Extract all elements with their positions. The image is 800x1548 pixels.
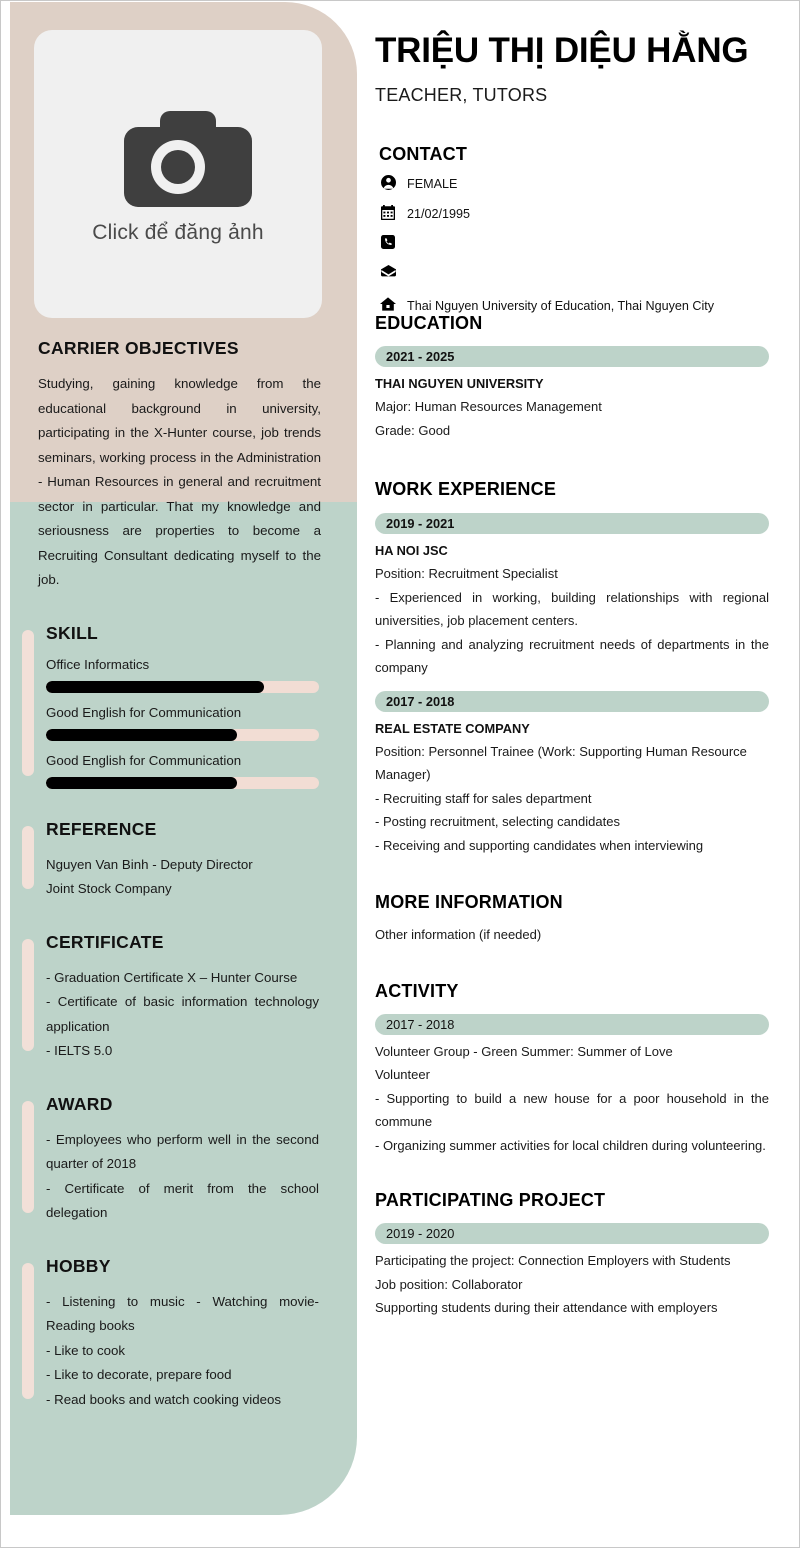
photo-upload-label: Click để đăng ảnh	[92, 221, 264, 244]
skill-item	[46, 705, 319, 741]
envelope-icon	[375, 264, 401, 277]
more-information-body: Other information (if needed)	[375, 927, 542, 942]
photo-upload-box[interactable]	[34, 30, 322, 318]
project-entry	[375, 1223, 769, 1320]
project-date-badge: 2019 - 2020	[375, 1223, 769, 1244]
education-line: Grade: Good	[375, 422, 451, 438]
skill-title: SKILL	[46, 622, 99, 643]
contact-title: CONTACT	[379, 144, 468, 164]
section-skill	[2, 623, 357, 789]
reference-line: Nguyen Van Binh - Deputy Director	[46, 856, 253, 872]
participating-project-title: PARTICIPATING PROJECT	[375, 1190, 606, 1210]
contact-value-birthday: 21/02/1995	[407, 207, 471, 221]
certificate-line: - Graduation Certificate X – Hunter Course	[46, 969, 298, 985]
section-award	[2, 1094, 357, 1226]
hobby-line: - Read books and watch cooking videos	[46, 1391, 282, 1407]
work-line: - Experienced in working, building relationships with regional universities, job placement centers.	[375, 589, 769, 628]
contact-value-phone	[401, 234, 407, 236]
project-line: Participating the project: Connection Employers with Students	[375, 1253, 731, 1268]
skill-item	[46, 657, 319, 693]
skill-label: Good English for Communication	[46, 752, 242, 768]
contact-value-address: Thai Nguyen University of Education, Thai Nguyen City	[407, 299, 715, 313]
phone-icon	[375, 234, 401, 249]
work-date-badge: 2019 - 2021	[375, 513, 769, 534]
reference-line: Joint Stock Company	[46, 881, 172, 896]
skill-progress-track	[46, 777, 319, 789]
left-sidebar	[2, 2, 357, 1515]
section-reference	[2, 819, 357, 902]
skill-label: Office Informatics	[46, 656, 150, 672]
activity-date-badge: 2017 - 2018	[375, 1014, 769, 1035]
hobby-line: - Like to decorate, prepare food	[46, 1367, 232, 1382]
contact-value-email	[401, 264, 407, 266]
contact-row-phone	[375, 234, 769, 255]
work-entry	[375, 691, 769, 858]
skill-label: Good English for Communication	[46, 704, 242, 720]
carrier-objectives-title: CARRIER OBJECTIVES	[38, 338, 239, 358]
project-line: Supporting students during their attendance with employers	[375, 1300, 718, 1315]
award-title: AWARD	[46, 1093, 113, 1114]
hobby-title: HOBBY	[46, 1255, 111, 1276]
skill-item	[46, 753, 319, 789]
activity-entry	[375, 1014, 769, 1158]
section-certificate	[2, 932, 357, 1064]
certificate-line: - IELTS 5.0	[46, 1043, 113, 1058]
education-title: EDUCATION	[375, 313, 483, 333]
certificate-line: - Certificate of basic information technology application	[46, 994, 319, 1034]
work-line: - Posting recruitment, selecting candidates	[375, 814, 620, 829]
right-main-column	[375, 2, 769, 1320]
education-entry	[375, 346, 769, 442]
job-title: TEACHER, TUTORS	[375, 85, 548, 105]
more-information-title: MORE INFORMATION	[375, 892, 563, 912]
education-date-badge: 2021 - 2025	[375, 346, 769, 367]
contact-row-gender	[375, 174, 769, 195]
home-icon	[375, 296, 401, 311]
contact-row-email	[375, 264, 769, 285]
contact-row-birthday	[375, 204, 769, 225]
work-line: - Recruiting staff for sales department	[375, 790, 592, 806]
skill-progress-fill	[46, 681, 264, 693]
skill-progress-track	[46, 681, 319, 693]
work-experience-title: WORK EXPERIENCE	[375, 479, 557, 499]
work-line: - Planning and analyzing recruitment needs of departments in the company	[375, 636, 769, 675]
activity-title: ACTIVITY	[375, 980, 459, 1001]
person-icon	[375, 174, 401, 190]
work-line: Position: Recruitment Specialist	[375, 566, 558, 581]
activity-line: Volunteer	[375, 1067, 430, 1082]
work-organization: HA NOI JSC	[375, 543, 448, 558]
award-line: - Certificate of merit from the school delegation	[46, 1180, 319, 1220]
page-title: TRIỆU THỊ DIỆU HẰNG	[375, 31, 749, 70]
activity-line: - Supporting to build a new house for a poor household in the commune	[375, 1090, 769, 1129]
certificate-title: CERTIFICATE	[46, 931, 164, 952]
work-line: Position: Personnel Trainee (Work: Supporting Human Resource Manager)	[375, 743, 747, 782]
hobby-line: - Like to cook	[46, 1342, 126, 1358]
section-hobby	[2, 1256, 357, 1413]
project-line: Job position: Collaborator	[375, 1276, 523, 1292]
skill-progress-fill	[46, 777, 237, 789]
contact-value-gender: FEMALE	[407, 177, 458, 191]
camera-icon	[103, 103, 253, 207]
hobby-line: - Listening to music - Watching movie- Reading books	[46, 1293, 319, 1333]
work-date-badge: 2017 - 2018	[375, 691, 769, 712]
education-organization: THAI NGUYEN UNIVERSITY	[375, 376, 544, 391]
skill-progress-fill	[46, 729, 237, 741]
work-line: - Receiving and supporting candidates when interviewing	[375, 837, 704, 853]
activity-line: Volunteer Group - Green Summer: Summer of Love	[375, 1043, 673, 1059]
award-line: - Employees who perform well in the second quarter of 2018	[46, 1131, 319, 1171]
work-entry	[375, 513, 769, 680]
left-content	[2, 338, 357, 1412]
calendar-icon	[375, 204, 401, 220]
skill-progress-track	[46, 729, 319, 741]
section-carrier-objectives	[2, 338, 357, 593]
activity-line: - Organizing summer activities for local children during volunteering.	[375, 1137, 766, 1153]
work-organization: REAL ESTATE COMPANY	[375, 720, 530, 736]
carrier-objectives-body: Studying, gaining knowledge from the educational background in university, participating in the X-Hunter course, job trends seminars, working process in the Administration - Human Resources in general and recruitment sector in particular. That my knowledge and seriousness are properties to become a Recruiting Consultant dedicating myself to the job.	[38, 376, 321, 587]
education-line: Major: Human Resources Management	[375, 399, 602, 414]
reference-title: REFERENCE	[46, 818, 157, 839]
